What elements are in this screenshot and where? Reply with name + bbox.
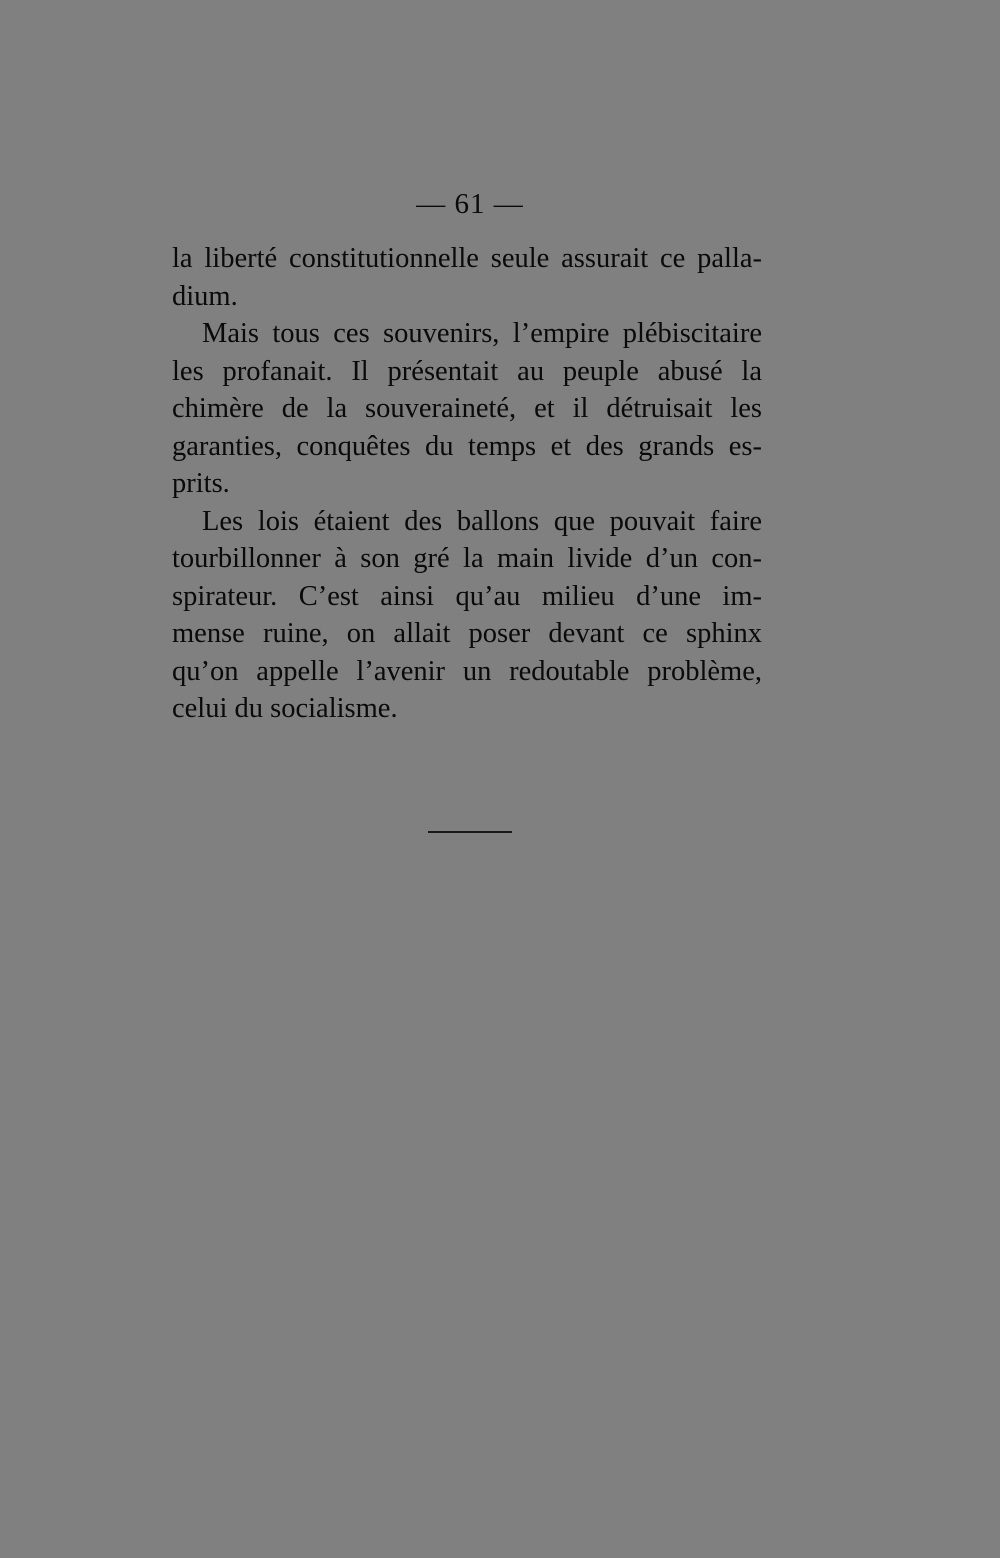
text-line: Mais tous ces souvenirs, l’empire plébiscitaire [202,318,762,349]
text-line: dium. [172,280,238,312]
page-number: — 61 — [416,188,524,220]
text-line: chimère de la souveraineté, et il détruisait les [172,393,762,424]
text-line: celui du socialisme. [172,693,398,724]
text-line: la liberté constitutionnelle seule assurait ce palla- [172,243,762,274]
text-line: garanties, conquêtes du temps et des grands es- [172,430,762,462]
text-line: mense ruine, on allait poser devant ce sphinx [172,618,762,649]
text-line: spirateur. C’est ainsi qu’au milieu d’une im- [172,580,762,612]
end-rule [428,831,512,833]
text-line: qu’on appelle l’avenir un redoutable problème, [172,655,762,687]
body-text [172,240,762,728]
text-line: tourbillonner à son gré la main livide d’un con- [172,543,762,574]
text-line: les profanait. Il présentait au peuple abusé la [172,355,762,387]
text-line: Les lois étaient des ballons que pouvait faire [202,505,762,537]
text-line: prits. [172,468,230,499]
